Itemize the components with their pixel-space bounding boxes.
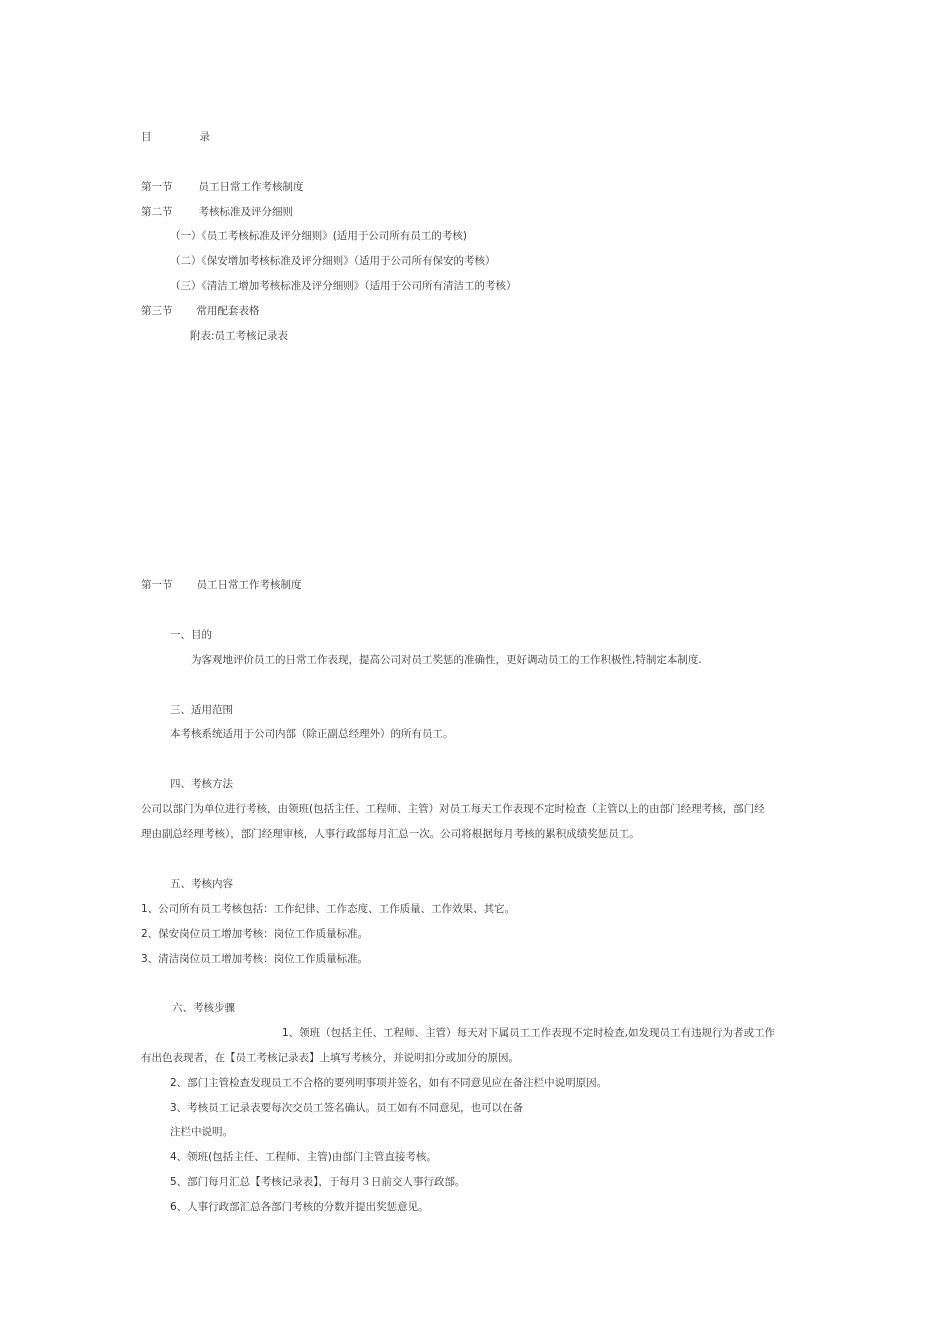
toc-item-3: （三）《清洁工增加考核标准及评分细则》（适用于公司所有清洁工的考核） (170, 280, 517, 292)
toc-section-3-number: 第三节 (141, 305, 173, 317)
method-text-line-2: 理由副总经理考核），部门经理审核，人事行政部每月汇总一次。公司将根据每月考核的累积成绩奖惩员工。 (141, 828, 640, 840)
step-3-line-1: 3、考核员工记录表要每次交员工签名确认。员工如有不同意见，也可以在备 (170, 1102, 524, 1114)
purpose-text: 为客观地评价员工的日常工作表现，提高公司对员工奖惩的准确性，更好调动员工的工作积极性,特制定本制度. (191, 654, 702, 666)
toc-section-1-number: 第一节 (141, 181, 173, 193)
content-item-1: 1、公司所有员工考核包括：工作纪律、工作态度、工作质量、工作效果、其它。 (141, 903, 516, 915)
toc-appendix: 附表:员工考核记录表 (190, 330, 289, 342)
toc-section-3-title: 常用配套表格 (196, 305, 260, 317)
step-4: 4、领班(包括主任、工程师、主管)由部门主管直接考核。 (170, 1151, 437, 1163)
steps-heading: 六、考核步骤 (172, 1002, 235, 1014)
toc-section-2 (141, 205, 293, 219)
step-2: 2、部门主管检查发现员工不合格的要列明事项并签名，如有不同意见应在备注栏中说明原因。 (170, 1077, 608, 1089)
purpose-heading: 一、目的 (170, 629, 212, 641)
toc-section-1 (141, 180, 304, 194)
method-heading: 四、考核方法 (170, 778, 233, 790)
toc-title-left: 目 (141, 131, 152, 143)
toc-section-2-title: 考核标准及评分细则 (198, 206, 293, 218)
step-5: 5、部门每月汇总【考核记录表】，于每月３日前交人事行政部。 (170, 1176, 466, 1188)
content-heading: 五、考核内容 (170, 878, 233, 890)
section-number: 第一节 (141, 579, 173, 591)
method-text-line-1: 公司以部门为单位进行考核，由领班(包括主任、工程师、主管）对员工每天工作表现不定时检查（主管以上的由部门经理考核，部门经 (141, 803, 765, 815)
toc-section-1-title: 员工日常工作考核制度 (198, 181, 304, 193)
content-item-2: 2、保安岗位员工增加考核：岗位工作质量标准。 (141, 928, 369, 940)
step-6: 6、人事行政部汇总各部门考核的分数并提出奖惩意见。 (170, 1201, 429, 1213)
scope-text: 本考核系统适用于公司内部（除正副总经理外）的所有员工。 (170, 728, 454, 740)
section-heading (141, 578, 302, 592)
content-item-3: 3、清洁岗位员工增加考核：岗位工作质量标准。 (141, 953, 369, 965)
section-title: 员工日常工作考核制度 (196, 579, 302, 591)
toc-item-1: （一）《员工考核标准及评分细则》(适用于公司所有员工的考核) (170, 230, 467, 242)
toc-title-right: 录 (199, 131, 210, 143)
toc-item-2: （二）《保安增加考核标准及评分细则》（适用于公司所有保安的考核） (170, 255, 496, 267)
step-3-line-2: 注栏中说明。 (170, 1126, 233, 1138)
scope-heading: 三、适用范围 (170, 704, 233, 716)
step-1-line-2: 有出色表现者，在【员工考核记录表】上填写考核分，并说明扣分或加分的原因。 (141, 1052, 519, 1064)
toc-section-3 (141, 304, 260, 318)
toc-title (141, 130, 210, 144)
step-1-line-1: 1、领班（包括主任、工程师、主管）每天对下属员工工作表现不定时检查,如发现员工有违规行为者或工作 (282, 1027, 776, 1039)
toc-section-2-number: 第二节 (141, 206, 173, 218)
